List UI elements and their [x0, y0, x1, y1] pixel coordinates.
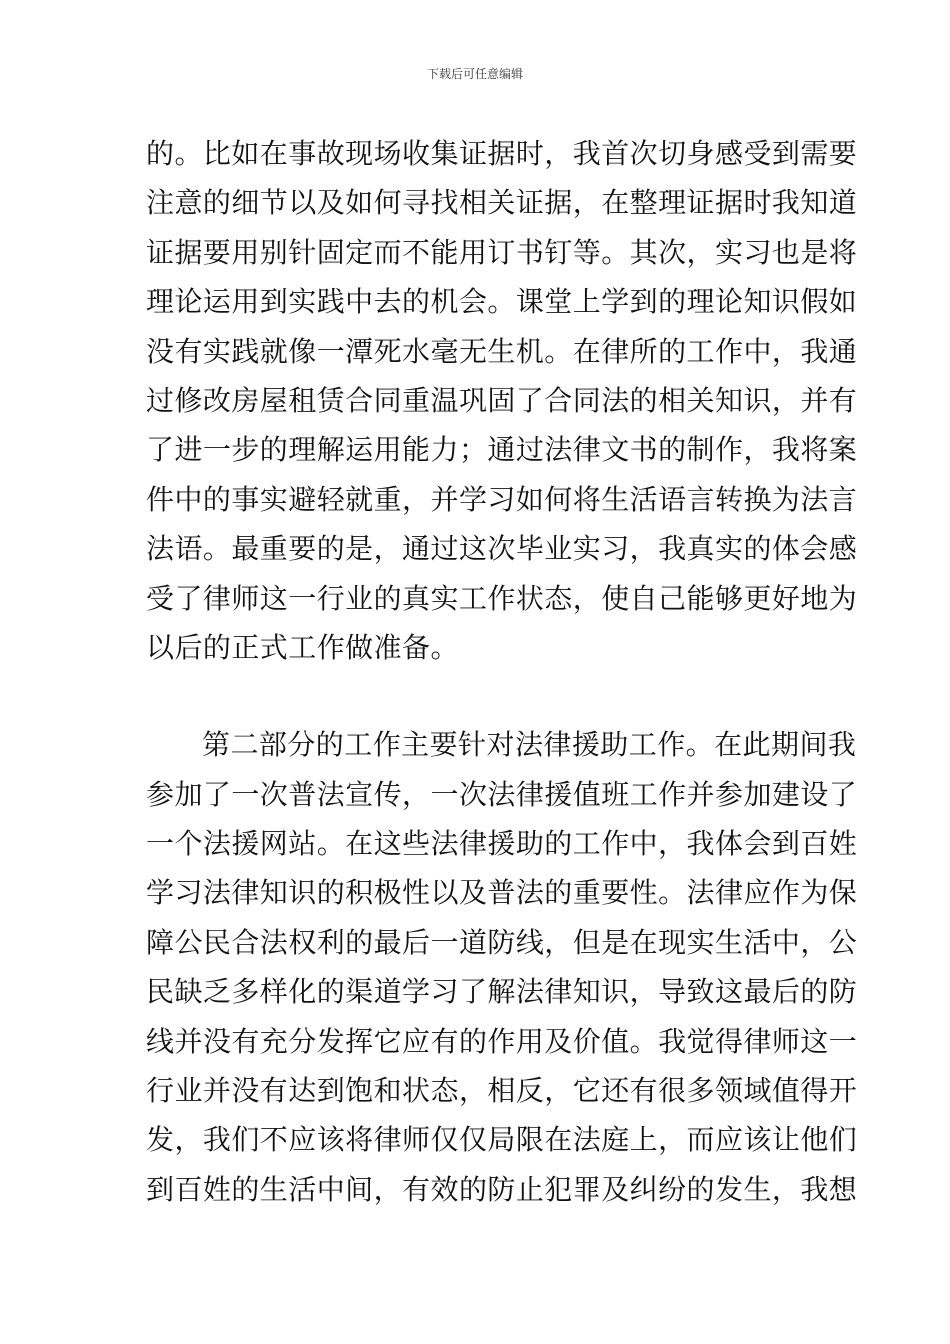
page-header: 下载后可任意编辑 — [426, 67, 523, 81]
text-line: 过修改房屋租赁合同重温巩固了合同法的相关知识，并有 — [146, 383, 858, 417]
text-line: 的。比如在事故现场收集证据时，我首次切身感受到需要 — [146, 137, 858, 170]
text-line: 证据要用别针固定而不能用订书钉等。其次，实习也是将 — [146, 235, 858, 269]
paragraph-2 — [146, 720, 858, 1214]
text-line: 第二部分的工作主要针对法律援助工作。在此期间我 — [202, 728, 857, 762]
text-line: 一个法援网站。在这些法律援助的工作中，我体会到百姓 — [146, 827, 858, 861]
paragraph-1 — [146, 129, 858, 672]
text-line: 障公民合法权利的最后一道防线，但是在现实生活中，公 — [146, 925, 858, 959]
text-line: 没有实践就像一潭死水毫无生机。在律所的工作中，我通 — [146, 334, 858, 368]
text-line: 线并没有充分发挥它应有的作用及价值。我觉得律师这一 — [146, 1024, 858, 1058]
paragraph-gap — [146, 672, 811, 720]
text-line: 发，我们不应该将律师仅仅局限在法庭上，而应该让他们 — [146, 1123, 858, 1157]
text-line: 了进一步的理解运用能力；通过法律文书的制作，我将案 — [146, 433, 858, 467]
text-line: 以后的正式工作做准备。 — [146, 630, 459, 664]
text-line: 学习法律知识的积极性以及普法的重要性。法律应作为保 — [146, 876, 858, 910]
text-line: 件中的事实避轻就重，并学习如何将生活语言转换为法言 — [146, 482, 858, 516]
text-line: 法语。最重要的是，通过这次毕业实习，我真实的体会感 — [146, 532, 858, 566]
text-line: 行业并没有达到饱和状态，相反，它还有很多领域值得开 — [146, 1074, 858, 1108]
text-line: 民缺乏多样化的渠道学习了解法律知识，导致这最后的防 — [146, 975, 858, 1009]
text-line: 参加了一次普法宣传，一次法律援值班工作并参加建设了 — [146, 777, 858, 811]
text-line: 受了律师这一行业的真实工作状态，使自己能够更好地为 — [146, 581, 858, 615]
text-line: 理论运用到实践中去的机会。课堂上学到的理论知识假如 — [146, 285, 858, 319]
document-body — [146, 129, 858, 1214]
text-line: 到百姓的生活中间，有效的防止犯罪及纠纷的发生，我想 — [146, 1172, 858, 1206]
text-line: 注意的细节以及如何寻找相关证据，在整理证据时我知道 — [146, 186, 858, 220]
